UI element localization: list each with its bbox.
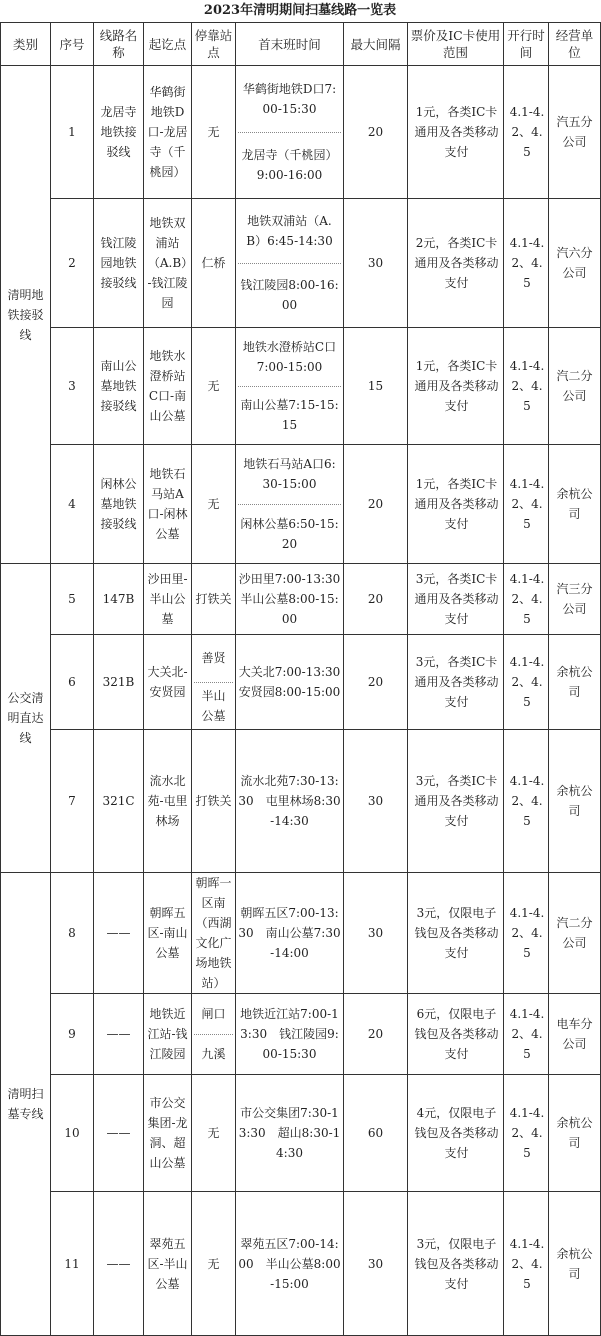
fare: 3元，各类IC卡通用及各类移动支付 <box>408 635 504 730</box>
time-cell <box>236 445 344 564</box>
category-cell: 清明地铁接驳线 <box>1 66 51 564</box>
time-cell: 翠苑五区7:00-14:00 半山公墓8:00-15:00 <box>236 1192 344 1336</box>
stop-first: 善贤 <box>201 651 226 666</box>
line-name: —— <box>94 873 144 994</box>
stops: 打铁关 <box>192 564 236 635</box>
header-route: 起讫点 <box>144 23 192 66</box>
table-row <box>1 873 601 994</box>
fare: 3元，仅限电子钱包及各类移动支付 <box>408 1192 504 1336</box>
route: 地铁水澄桥站C口-南山公墓 <box>144 328 192 445</box>
fare: 1元，各类IC卡通用及各类移动支付 <box>408 445 504 564</box>
table-row <box>1 66 601 199</box>
line-name: 321B <box>94 635 144 730</box>
table-row <box>1 635 601 730</box>
fare: 6元，仅限电子钱包及各类移动支付 <box>408 994 504 1075</box>
route: 地铁双浦站（A.B）-钱江陵园 <box>144 199 192 328</box>
time-cell: 市公交集团7:30-13:30 超山8:30-14:30 <box>236 1075 344 1192</box>
dates: 4.1-4.2、4.5 <box>504 66 549 199</box>
time-outbound: 地铁水澄桥站C口7:00-15:00 <box>242 339 337 374</box>
time-cell: 大关北7:00-13:30 安贤园8:00-15:00 <box>236 635 344 730</box>
operator: 余杭公司 <box>549 1075 601 1192</box>
line-name: 147B <box>94 564 144 635</box>
row-number: 2 <box>51 199 94 328</box>
operator: 余杭公司 <box>549 730 601 873</box>
time-return: 南山公墓7:15-15:15 <box>238 386 341 445</box>
line-name: 钱江陵园地铁接驳线 <box>94 199 144 328</box>
operator: 汽二分公司 <box>549 328 601 445</box>
stop-first: 闸口 <box>201 1006 226 1021</box>
table-row <box>1 730 601 873</box>
stops: 打铁关 <box>192 730 236 873</box>
operator: 余杭公司 <box>549 1192 601 1336</box>
time-outbound: 地铁石马站A口6:30-15:00 <box>243 457 336 492</box>
header-line-name: 线路名称 <box>94 23 144 66</box>
header-number: 序号 <box>51 23 94 66</box>
stops: 无 <box>192 328 236 445</box>
row-number: 7 <box>51 730 94 873</box>
stops: 仁桥 <box>192 199 236 328</box>
operator: 汽二分公司 <box>549 873 601 994</box>
dates: 4.1-4.2、4.5 <box>504 564 549 635</box>
time-cell: 朝晖五区7:00-13:30 南山公墓7:30-14:00 <box>236 873 344 994</box>
row-number: 8 <box>51 873 94 994</box>
fare: 3元，仅限电子钱包及各类移动支付 <box>408 873 504 994</box>
dates: 4.1-4.2、4.5 <box>504 199 549 328</box>
row-number: 1 <box>51 66 94 199</box>
interval: 20 <box>344 66 408 199</box>
table-row <box>1 1192 601 1336</box>
stops: 无 <box>192 1075 236 1192</box>
stops <box>192 994 236 1075</box>
stops: 无 <box>192 445 236 564</box>
time-return: 龙居寺（千桃园）9:00-16:00 <box>238 132 341 199</box>
route: 朝晖五区-南山公墓 <box>144 873 192 994</box>
interval: 30 <box>344 873 408 994</box>
time-cell: 流水北苑7:30-13:30 屯里林场8:30-14:30 <box>236 730 344 873</box>
header-category: 类别 <box>1 23 51 66</box>
category-cell: 公交清明直达线 <box>1 564 51 873</box>
row-number: 9 <box>51 994 94 1075</box>
header-fare: 票价及IC卡使用范围 <box>408 23 504 66</box>
operator: 汽六分公司 <box>549 199 601 328</box>
table-row <box>1 445 601 564</box>
interval: 20 <box>344 564 408 635</box>
interval: 30 <box>344 1192 408 1336</box>
table-title: 2023年清明期间扫墓线路一览表 <box>203 3 397 18</box>
row-number: 5 <box>51 564 94 635</box>
line-name: 闲林公墓地铁接驳线 <box>94 445 144 564</box>
table-row <box>1 328 601 445</box>
row-number: 3 <box>51 328 94 445</box>
stops: 无 <box>192 66 236 199</box>
fare: 1元，各类IC卡通用及各类移动支付 <box>408 328 504 445</box>
header-stops: 停靠站点 <box>192 23 236 66</box>
header-row <box>1 23 601 66</box>
row-number: 11 <box>51 1192 94 1336</box>
stops: 无 <box>192 1192 236 1336</box>
fare: 1元，各类IC卡通用及各类移动支付 <box>408 66 504 199</box>
header-dates: 开行时间 <box>504 23 549 66</box>
row-number: 4 <box>51 445 94 564</box>
time-cell: 地铁近江站7:00-13:30 钱江陵园9:00-15:30 <box>236 994 344 1075</box>
header-operator: 经营单位 <box>549 23 601 66</box>
time-cell <box>236 66 344 199</box>
stops <box>192 635 236 730</box>
line-name: 龙居寺地铁接驳线 <box>94 66 144 199</box>
dates: 4.1-4.2、4.5 <box>504 1192 549 1336</box>
operator: 汽三分公司 <box>549 564 601 635</box>
time-cell <box>236 328 344 445</box>
dates: 4.1-4.2、4.5 <box>504 873 549 994</box>
interval: 20 <box>344 445 408 564</box>
header-interval: 最大间隔 <box>344 23 408 66</box>
stop-second: 九溪 <box>194 1034 233 1075</box>
dates: 4.1-4.2、4.5 <box>504 635 549 730</box>
line-name: —— <box>94 1075 144 1192</box>
operator: 汽五分公司 <box>549 66 601 199</box>
time-return: 钱江陵园8:00-16:00 <box>238 263 341 328</box>
route: 地铁近江站-钱江陵园 <box>144 994 192 1075</box>
table-row <box>1 199 601 328</box>
line-name: 321C <box>94 730 144 873</box>
dates: 4.1-4.2、4.5 <box>504 1075 549 1192</box>
table-row <box>1 564 601 635</box>
route-table <box>0 22 601 1336</box>
table-row <box>1 994 601 1075</box>
interval: 20 <box>344 635 408 730</box>
table-row <box>1 1075 601 1192</box>
route: 华鹤街地铁D口-龙居寺（千桃园） <box>144 66 192 199</box>
line-name: 南山公墓地铁接驳线 <box>94 328 144 445</box>
interval: 30 <box>344 730 408 873</box>
route: 地铁石马站A口-闲林公墓 <box>144 445 192 564</box>
time-return: 闲林公墓6:50-15:20 <box>238 504 341 564</box>
fare: 3元，各类IC卡通用及各类移动支付 <box>408 730 504 873</box>
time-cell: 沙田里7:00-13:30 半山公墓8:00-15:00 <box>236 564 344 635</box>
route: 流水北苑-屯里林场 <box>144 730 192 873</box>
operator: 余杭公司 <box>549 635 601 730</box>
row-number: 10 <box>51 1075 94 1192</box>
line-name: —— <box>94 1192 144 1336</box>
interval: 60 <box>344 1075 408 1192</box>
stops: 朝晖一区南（西湖文化广场地铁站） <box>192 873 236 994</box>
interval: 15 <box>344 328 408 445</box>
line-name: —— <box>94 994 144 1075</box>
operator: 余杭公司 <box>549 445 601 564</box>
route: 翠苑五区-半山公墓 <box>144 1192 192 1336</box>
interval: 30 <box>344 199 408 328</box>
fare: 3元，各类IC卡通用及各类移动支付 <box>408 564 504 635</box>
fare: 2元，各类IC卡通用及各类移动支付 <box>408 199 504 328</box>
time-cell <box>236 199 344 328</box>
route: 市公交集团-龙洞、超山公墓 <box>144 1075 192 1192</box>
dates: 4.1-4.2、4.5 <box>504 994 549 1075</box>
category-cell: 清明扫墓专线 <box>1 873 51 1336</box>
interval: 20 <box>344 994 408 1075</box>
dates: 4.1-4.2、4.5 <box>504 328 549 445</box>
header-time: 首末班时间 <box>236 23 344 66</box>
row-number: 6 <box>51 635 94 730</box>
dates: 4.1-4.2、4.5 <box>504 445 549 564</box>
stop-second: 半山公墓 <box>194 682 233 730</box>
route: 沙田里-半山公墓 <box>144 564 192 635</box>
fare: 4元，仅限电子钱包及各类移动支付 <box>408 1075 504 1192</box>
operator: 电车分公司 <box>549 994 601 1075</box>
time-outbound: 华鹤街地铁D口7:00-15:30 <box>242 81 337 116</box>
time-outbound: 地铁双浦站（A.B）6:45-14:30 <box>246 213 333 248</box>
route: 大关北-安贤园 <box>144 635 192 730</box>
dates: 4.1-4.2、4.5 <box>504 730 549 873</box>
